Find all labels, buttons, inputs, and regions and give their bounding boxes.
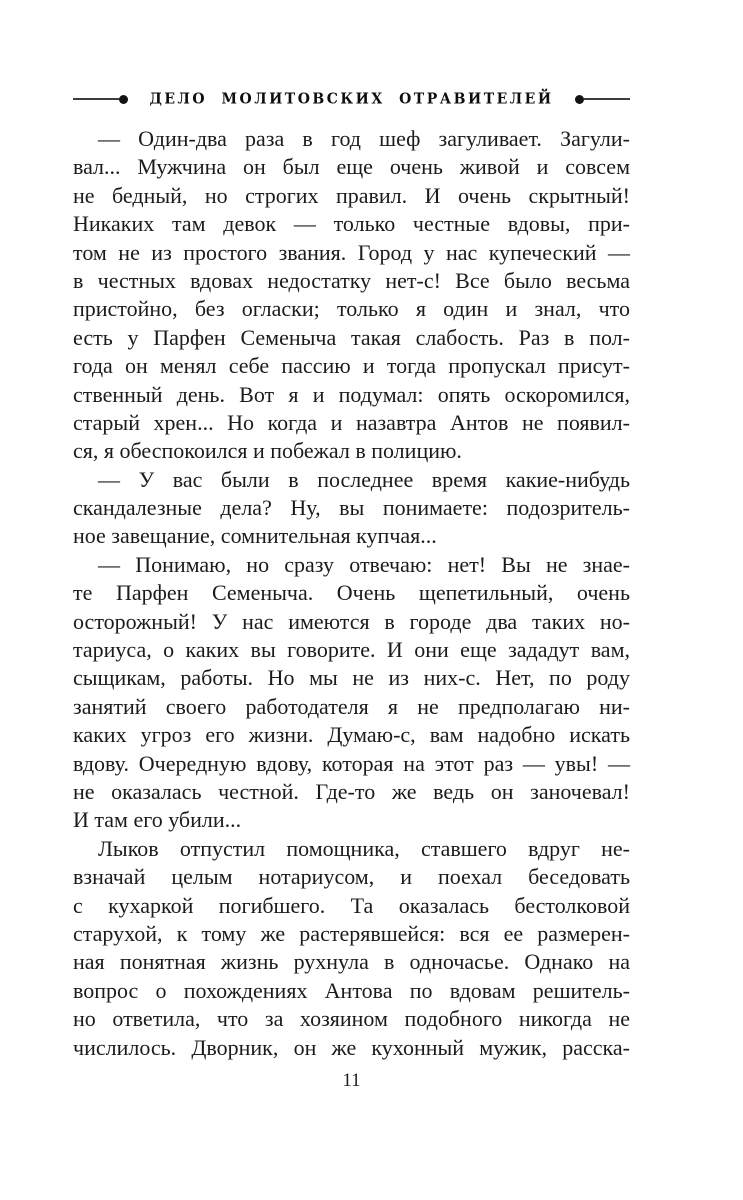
text-line: занятий своего работодателя я не предполагаю ни- [73,693,630,719]
text-line: Лыков отпустил помощника, ставшего вдруг не- [98,835,630,861]
text-line: — Понимаю, но сразу отвечаю: нет! Вы не знае- [98,551,630,577]
text-block [73,125,630,1062]
header-rule-right [584,98,630,100]
page-number: 11 [342,1070,361,1091]
text-line: ственный день. Вот я и подумал: опять оскоромился, [73,381,630,407]
text-line: сыщикам, работы. Но мы не из них-с. Нет, по роду [73,665,630,691]
paragraph [73,125,630,466]
text-line: пристойно, без огласки; только я один и знал, что [73,296,630,322]
text-line: вдову. Очередную вдову, которая на этот раз — увы! — [73,750,630,776]
text-line: есть у Парфен Семеныча такая слабость. Раз в пол- [73,324,630,350]
text-line: те Парфен Семеныча. Очень щепетильный, очень [73,580,630,606]
header-dot-right-icon [575,95,584,104]
text-line: не оказалась честной. Где-то же ведь он заночевал! [73,778,630,804]
text-line: ся, я обеспокоился и побежал в полицию. [73,438,462,464]
paragraph [73,835,630,1062]
text-line: каких угроз его жизни. Думаю-с, вам надобно искать [73,722,630,748]
text-line: ная понятная жизнь рухнула в одночасье. Однако на [73,949,630,975]
text-line: старухой, к тому же растерявшейся: вся ее размерен- [73,920,630,946]
text-line: том не из простого звания. Город у нас купеческий — [73,239,630,265]
header-dot-left-icon [119,95,128,104]
text-line: с кухаркой погибшего. Та оказалась бестолковой [73,892,630,918]
paragraph [73,551,630,835]
text-line: осторожный! У нас имеются в городе два таких но- [73,608,630,634]
header-rule-left [73,98,119,100]
text-line: в честных вдовах недостатку нет-с! Все было весьма [73,267,630,293]
text-line: вопрос о похождениях Антова по вдовам решитель- [73,977,630,1003]
text-line: И там его убили... [73,807,242,833]
text-line: Никаких там девок — только честные вдовы, при- [73,211,630,237]
text-line: года он менял себе пассию и тогда пропускал присут- [73,353,630,379]
text-line: тариуса, о каких вы говорите. И они еще зададут вам, [73,637,630,663]
chapter-title: ДЕЛО МОЛИТОВСКИХ ОТРАВИТЕЛЕЙ [149,90,554,108]
text-line: — У вас были в последнее время какие-нибудь [98,466,630,492]
text-line: не бедный, но строгих правил. И очень скрытный! [73,182,630,208]
text-line: вал... Мужчина он был еще очень живой и совсем [73,154,630,180]
text-line: — Один-два раза в год шеф загуливает. Загули- [98,126,630,151]
text-line: старый хрен... Но когда и назавтра Антов не появил- [73,409,630,435]
text-line: ное завещание, сомнительная купчая... [73,523,437,549]
text-line: скандалезные дела? Ну, вы понимаете: подозритель- [73,495,630,521]
text-line: но ответила, что за хозяином подобного никогда не [73,1006,630,1032]
running-header [73,87,630,111]
text-line: числилось. Дворник, он же кухонный мужик, расска- [73,1034,630,1060]
paragraph [73,466,630,551]
text-line: взначай целым нотариусом, и поехал беседовать [73,864,630,890]
